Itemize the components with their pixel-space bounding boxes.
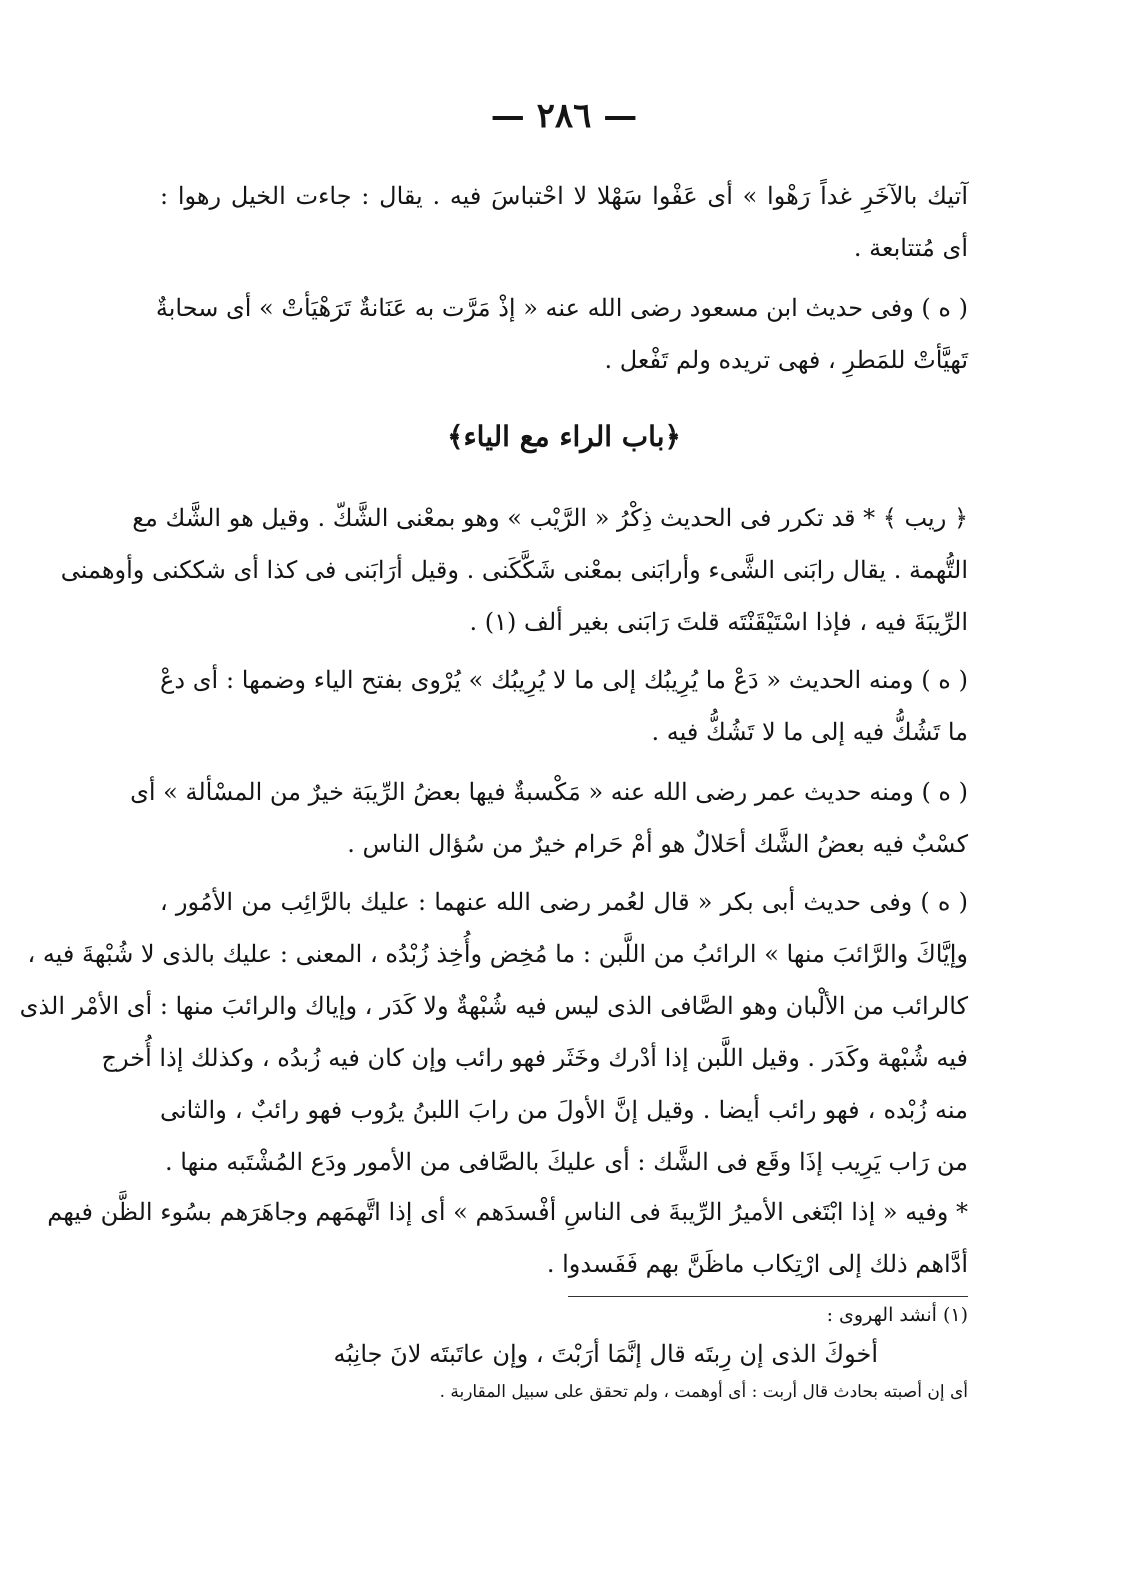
- footnote-gloss: أى إن أصبته بحادث قال أربت : أى أوهمت ، ولم تحقق على سبيل المقاربة .: [439, 1382, 968, 1402]
- text-line: ( ه ) وفى حديث أبى بكر « قال لعُمر رضى الله عنهما : عليك بالرَّائِب من الأمُور ،: [160, 888, 968, 916]
- text-line: تَهيَّأتْ للمَطرِ ، فهى تريده ولم تَفْعل .: [604, 346, 968, 374]
- text-line: ( ه ) ومنه الحديث « دَعْ ما يُرِيبُك إلى ما لا يُرِيبُك » يُرْوى بفتح الياء وضمها : أى دعْ: [160, 666, 968, 694]
- text-line: أدَّاهم ذلك إلى ارْتِكاب ماظَنَّ بهم فَفَسدوا .: [546, 1250, 968, 1278]
- footnote: [160, 1298, 968, 1408]
- text-line: فيه شُبْهة وكَدَر . وقيل اللَّبن إذا أدْرك وخَثَر فهو رائب وإن كان فيه زُبدُه ، وكذلك إذا أُخرج: [101, 1044, 968, 1072]
- paragraph: [60, 492, 968, 648]
- text-line: * وفيه « إذا ابْتَغى الأميرُ الرِّيبةَ فى الناسِ أفْسدَهم » أى إذا اتَّهمَهم وجاهَرَهم بسُوء الظَّن فيهم: [47, 1198, 968, 1226]
- page: [19, 0, 968, 1586]
- footnote-verse: أخوكَ الذى إن رِبتَه قال إنَّمَا أرَبْتَ ، وإن عاتَبتَه لانَ جانِبُه: [333, 1340, 878, 1368]
- text-line: التُّهمة . يقال رابَنى الشَّىء وأرابَنى بمعْنى شَكَّكَنى . وقيل أرَابَنى فى كذا أى شككنى وأوهمنى: [60, 556, 968, 584]
- paragraph: [47, 1186, 968, 1290]
- text-line: كسْبٌ فيه بعضُ الشَّك أحَلالٌ هو أمْ حَرام خيرٌ من سُؤال الناس .: [347, 830, 968, 858]
- page-number: — ٢٨٦ —: [490, 96, 638, 136]
- text-line: وإيَّاكَ والرَّائبَ منها » الرائبُ من اللَّبن : ما مُخِض وأُخِذ زُبْدُه ، المعنى : عليك بالذى لا شُبْهةَ فيه ،: [27, 940, 968, 968]
- text-line: ( ه ) ومنه حديث عمر رضى الله عنه « مَكْسبةٌ فيها بعضُ الرِّيبَة خيرٌ من المسْألة » أى: [130, 778, 968, 806]
- paragraph: [160, 654, 968, 758]
- paragraph: [130, 766, 968, 870]
- text-line: آتيك بالآخَرِ غداً رَهْوا » أى عَفْوا سَهْلا لا احْتباسَ فيه . يقال : جاءت الخيل رهوا :: [160, 182, 968, 210]
- text-line: ( ه ) وفى حديث ابن مسعود رضى الله عنه « إذْ مَرَّت به عَنَانةٌ تَرَهْيَأتْ » أى سحابةٌ: [155, 294, 968, 322]
- text-line: ما تَشُكُّ فيه إلى ما لا تَشُكُّ فيه .: [651, 718, 968, 746]
- paragraph: [19, 876, 968, 1188]
- paragraph: [160, 170, 968, 274]
- footnote-intro: (١) أنشد الهروى :: [826, 1304, 968, 1326]
- text-line: ﴿ ريب ﴾ * قد تكرر فى الحديث ذِكْرُ « الرَّيْب » وهو بمعْنى الشَّكّ . وقيل هو الشَّك مع: [132, 504, 968, 532]
- text-line: منه زُبْده ، فهو رائب أيضا . وقيل إنَّ الأولَ من رابَ اللبنُ يرُوب فهو رائبٌ ، والثانى: [160, 1096, 968, 1124]
- footnote-rule: [568, 1296, 968, 1297]
- text-line: الرِّيبَةَ فيه ، فإذا اسْتَيْقَنْتَه قلتَ رَابَنى بغير ألف (١) .: [469, 608, 968, 636]
- paragraph: [155, 282, 968, 386]
- text-line: من رَاب يَرِيب إذَا وقَع فى الشَّك : أى عليكَ بالصَّافى من الأمور ودَع المُشْتَبه منها .: [165, 1148, 968, 1176]
- text-line: كالرائب من الألْبان وهو الصَّافى الذى ليس فيه شُبْهةٌ ولا كَدَر ، وإياك والرائبَ منها : أى الأمْر الذى: [19, 992, 968, 1020]
- text-line: أى مُتتابعة .: [853, 234, 968, 262]
- section-heading: ﴿باب الراء مع الياء﴾: [447, 420, 681, 453]
